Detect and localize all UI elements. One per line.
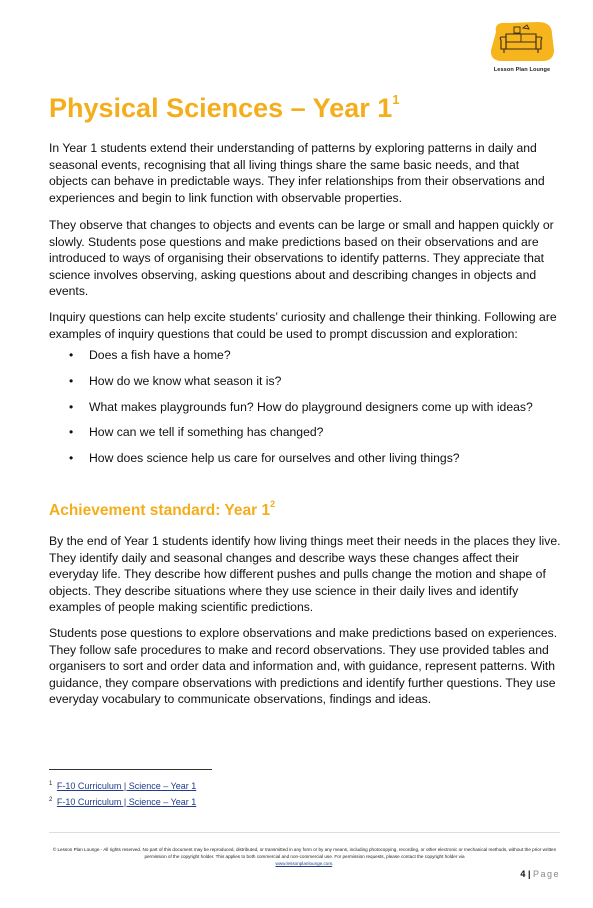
achievement-heading xyxy=(49,501,275,520)
achievement-paragraph-2: Students pose questions to explore observations and make predictions based on experiences. They follow safe procedures to make and record observations. They use provided tables and organisers to sort and order data and information and, with guidance, represent patterns. With guidance, they compare observations with predictions and identify further questions. They use everyday vocabulary to communicate observations, findings and ideas. xyxy=(49,626,558,706)
list-item xyxy=(49,347,561,373)
footnote-divider xyxy=(49,769,212,770)
title-footnote-ref[interactable]: 1 xyxy=(392,92,400,107)
page-label: Page xyxy=(532,869,560,879)
page-title xyxy=(49,93,400,124)
inquiry-question-text: Does a fish have a home? xyxy=(89,348,231,362)
footnote-number: 2 xyxy=(49,796,53,803)
copyright-text: © Lesson Plan Lounge - All rights reserved. No part of this document may be reproduced, distributed, or transmitted in any form or by any means, including photocopying, recording, or other electronic or mechanical methods, without the prior written permission of the copyright holder. This applies to both commercial and non-commercial use. For permission requests, please contact the copyright holder via xyxy=(52,847,557,859)
list-item xyxy=(49,373,561,399)
list-item xyxy=(49,399,561,425)
footnote-1 xyxy=(49,778,349,794)
intro-paragraph-3: Inquiry questions can help excite students’ curiosity and challenge their thinking. Following are examples of inquiry questions that could be used to prompt discussion and exploration: xyxy=(49,310,557,341)
footnote-link-2[interactable]: F-10 Curriculum | Science – Year 1 xyxy=(56,796,197,807)
bullet-icon: • xyxy=(69,451,74,466)
title-text: Physical Sciences – Year 1 xyxy=(49,93,393,123)
logo-text: Lesson Plan Lounge xyxy=(493,67,551,73)
bullet-icon: • xyxy=(69,399,74,414)
list-item xyxy=(49,450,561,476)
footnote-link-1[interactable]: F-10 Curriculum | Science – Year 1 xyxy=(56,781,197,791)
footnotes xyxy=(49,778,349,809)
footer-copyright xyxy=(49,846,560,867)
bullet-icon: • xyxy=(69,348,74,362)
achievement-footnote-ref[interactable]: 2 xyxy=(270,499,276,509)
logo xyxy=(486,20,558,76)
page-number-value: 4 xyxy=(520,869,526,879)
inquiry-question-text: How does science help us care for ourselves and other living things? xyxy=(89,451,460,466)
intro-paragraph-1: In Year 1 students extend their understanding of patterns by exploring patterns in daily and seasonal events, recognising that all living things share the same basic needs, and that objects can behave in predictable ways. They infer relationships from their observations and experiences and begin to link function with observable properties. xyxy=(49,141,545,205)
sofa-logo-icon xyxy=(486,20,558,66)
bullet-icon: • xyxy=(69,425,74,440)
website-link[interactable]: www.lessonplanlounge.com xyxy=(275,861,333,866)
inquiry-question-text: How can we tell if something has changed? xyxy=(89,425,324,440)
website-link-suffix: . xyxy=(332,861,334,866)
footnote-number: 1 xyxy=(49,781,53,787)
list-item xyxy=(49,424,561,450)
footnote-2 xyxy=(49,794,349,810)
intro-paragraph-2: They observe that changes to objects and events can be large or small and happen quickly or slowly. Students pose questions and make predictions based on their observations and are introduced to ways of organising their observations to identify patterns. They appreciate that science involves observing, asking questions about and describing changes in objects and events. xyxy=(49,218,554,298)
achievement-paragraph-1: By the end of Year 1 students identify how living things meet their needs in the places they live. They identify daily and seasonal changes and describe ways these changes affect their everyday life. They describe how different pushes and pulls change the motion and shape of objects. They describe situations where they use science in their daily lives and identify examples of people making scientific predictions. xyxy=(49,534,561,614)
bullet-icon: • xyxy=(69,373,74,388)
inquiry-question-list xyxy=(49,347,561,476)
inquiry-question-text: What makes playgrounds fun? How do playground designers come up with ideas? xyxy=(89,399,533,414)
page-number xyxy=(490,869,560,879)
page-number-separator: | xyxy=(525,869,533,879)
footer-divider xyxy=(49,832,560,833)
achievement-heading-text: Achievement standard: Year 1 xyxy=(49,502,271,520)
inquiry-question-text: How do we know what season it is? xyxy=(89,373,282,388)
